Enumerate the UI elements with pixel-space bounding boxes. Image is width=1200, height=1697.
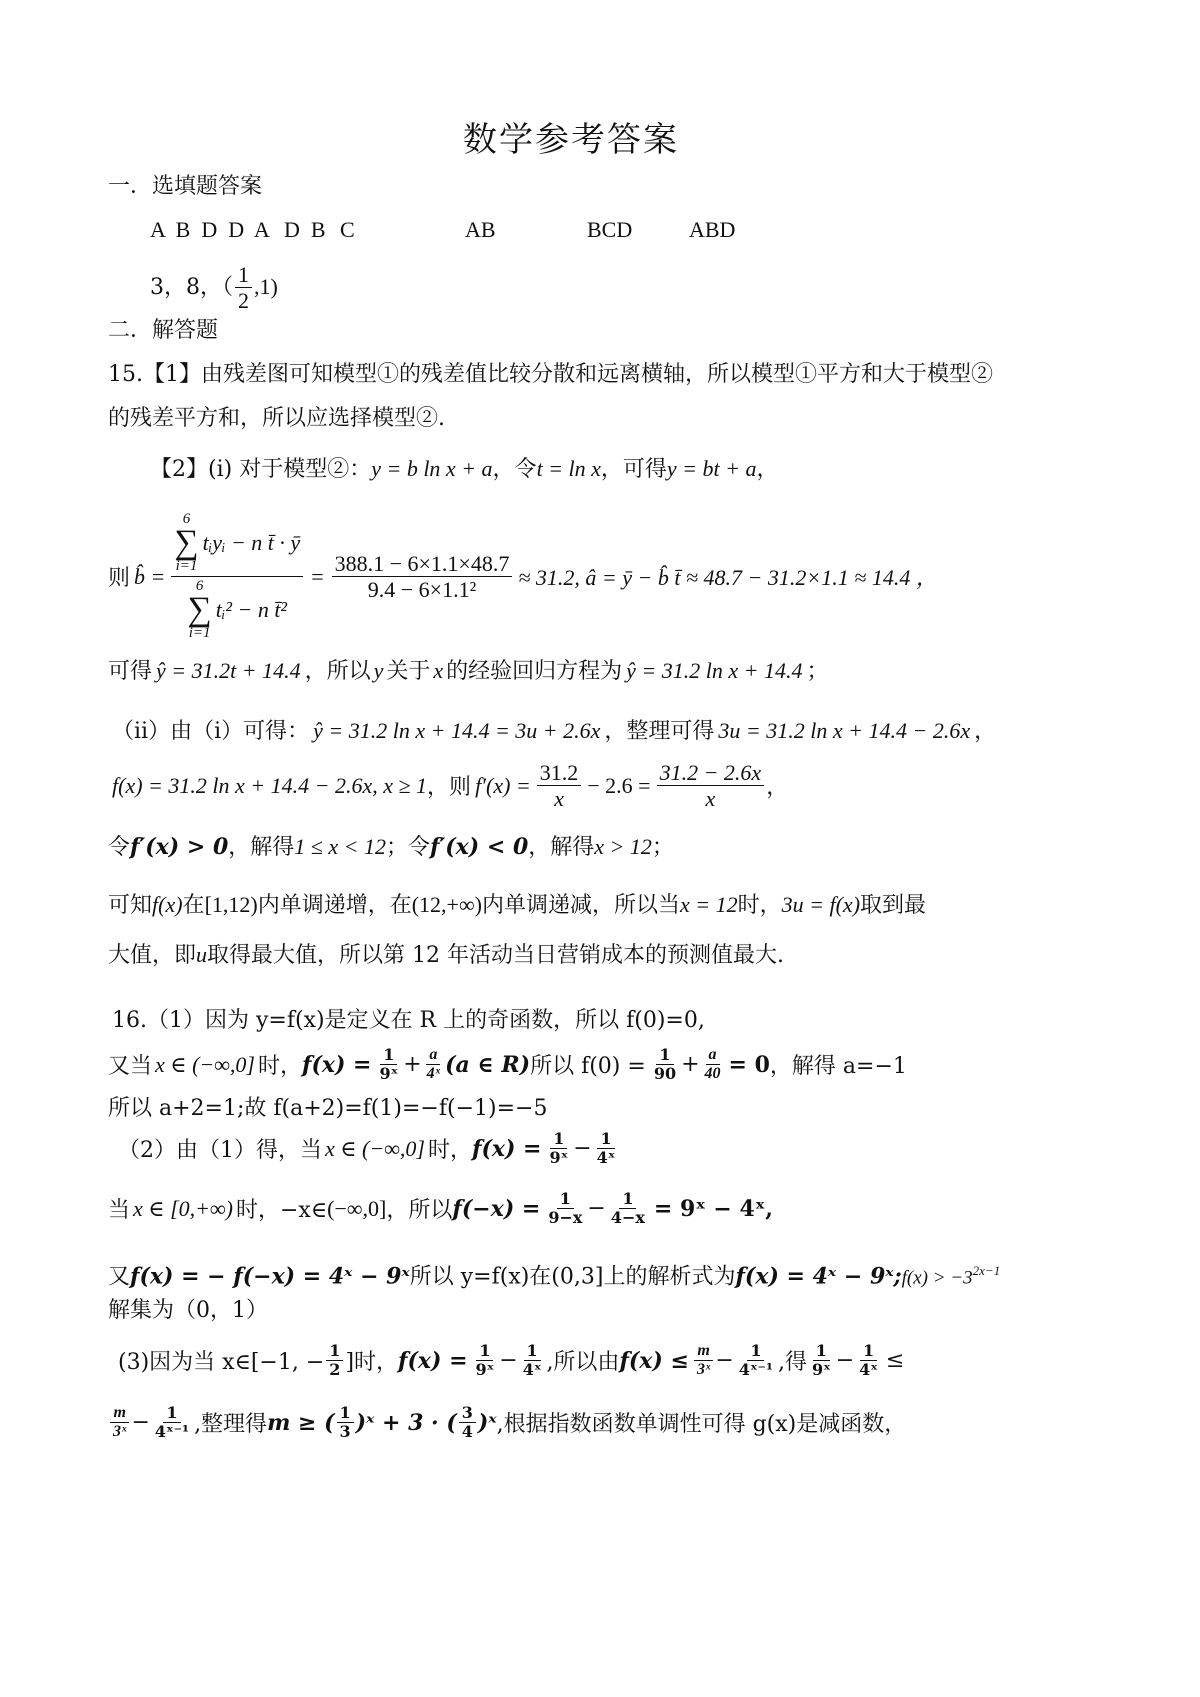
q16-part2-solution-set: 解集为（0，1） — [108, 1298, 268, 1323]
derivative-fraction-1: $\frac{31.2}{x}$ — [537, 760, 582, 812]
equation-linear: y = bt + a — [666, 456, 757, 481]
fill-answers-paren: （ — [222, 274, 234, 300]
fraction-1-over-9-neg-x: $\frac{1}{9-x}$ — [548, 1189, 583, 1228]
fraction-1-over-9x: $\frac{1}{\text{9ˣ}}$ — [475, 1341, 495, 1380]
fraction-m-over-3x: $\frac{m}{\text{3ˣ}}$ — [110, 1404, 129, 1442]
q16-part1-line1: 16.（1）因为 y=f(x)是定义在 R 上的奇函数，所以 f(0)=0, — [112, 1008, 705, 1033]
fraction-a-over-40: $\frac{a}{40}$ — [704, 1046, 721, 1083]
q15-part1-line1: 15.【1】由残差图可知模型①的残差值比较分散和远离横轴，所以模型①平方和大于模型② — [108, 362, 993, 387]
q16-part2-line2: 当 x ∈ [0,+∞) 时，−x∈ (−∞,0] ，所以 f(−x) = $\frac{1}{9-x}$ − $\frac{1}{4-x}$ = 9ˣ − 4ˣ, — [108, 1189, 773, 1228]
answers-group-5: BCD — [587, 217, 633, 242]
fill-answers-row — [150, 262, 278, 314]
q15-part2-intro: 【2】(ⅰ) 对于模型②：y = b ln x + a，令t = ln x，可得y = bt + a， — [150, 456, 779, 482]
answers-group-1: A B D D A — [150, 217, 270, 242]
q16-part1-line3: 所以 a+2=1;故 f(a+2)=f(1)=−f(−1)=−5 — [108, 1096, 548, 1121]
fraction-1-over-3: $\frac{1}{3}$ — [337, 1404, 354, 1442]
ahat-computation: ≈ 31.2, â = ȳ − b̂ t̄ ≈ 48.7 − 31.2×1.1 ≈ 14.4 ， — [518, 565, 938, 590]
q15-part-ii-line1: （ⅱ）由（ⅰ）可得： ŷ = 31.2 ln x + 14.4 = 3u + 2.6x ，整理可得 3u = 31.2 ln x + 14.4 − 2.6x ， — [112, 718, 997, 744]
answers-group-3: C — [340, 217, 355, 242]
q16-part2-line3: 又f(x) = − f(−x) = 4ˣ − 9ˣ所以 y=f(x)在(0,3]上的解析式为f(x) = 4ˣ − 9ˣ;f(x) > $-3^{2x-1}$ — [108, 1263, 1001, 1290]
equation-model2: y = b ln x + a — [371, 456, 493, 481]
fraction-1-over-9x: $\frac{1}{\text{9ˣ}}$ — [379, 1045, 399, 1084]
fraction-1-over-9x: $\frac{1}{\text{9ˣ}}$ — [812, 1341, 831, 1380]
fraction-1-over-90: $\frac{1}{90}$ — [653, 1045, 677, 1084]
fraction-1-over-4x-minus-1: $\frac{1}{\text{4ˣ⁻¹}}$ — [154, 1403, 190, 1442]
sum-symbol-bottom: 6 ∑ i=1 — [187, 578, 212, 641]
fraction-1-over-4-neg-x: $\frac{1}{4-x}$ — [610, 1189, 645, 1228]
derivative-fraction-2: $\frac{31.2 - 2.6x}{x}$ — [657, 760, 765, 812]
answers-group-4: AB — [465, 217, 496, 242]
section-heading-solutions: 二．解答题 — [108, 318, 219, 343]
q16-part3-line1: (3)因为当 x∈[−1, − $\frac{1}{2}$ ]时， f(x) = $\frac{1}{\text{9ˣ}}$ − $\frac{1}{\text{4ˣ}}$ ,所以由 f(x) ≤ $\frac{m}{\text{3ˣ}}$ − $\frac{1}{\text{4ˣ⁻¹}}$ ,得 $\frac{1}{\text{9ˣ}}$ − $\frac{1}{\text{4ˣ}}$ ≤ — [118, 1341, 905, 1380]
q16-part3-line2: $\frac{m}{\text{3ˣ}}$ − $\frac{1}{\text{4ˣ⁻¹}}$ ,整理得 m ≥ ( $\frac{1}{3}$ )ˣ + 3 · ( $\frac{3}{4}$ )ˣ ,根据指数函数单调性可得 g(x)是减函数， — [108, 1404, 906, 1442]
fraction-a-over-4x: $\frac{a}{\text{4ˣ}}$ — [426, 1046, 441, 1083]
fill-answers-prefix: 3，8， — [150, 274, 222, 300]
page-title: 数学参考答案 — [463, 120, 679, 160]
answers-group-2: D B — [284, 217, 326, 242]
q15-monotonic-conditions: 令f′(x) > 0，解得1 ≤ x < 12；令f′(x) < 0，解得x > 12； — [108, 834, 674, 860]
q15-monotonic-conclusion-line2: 大值，即u取得最大值，所以第 12 年活动当日营销成本的预测值最大. — [108, 942, 784, 968]
bhat-definition-fraction: 6 ∑ i=1 tᵢyᵢ − n t̄ · ȳ 6 ∑ i=1 tᵢ² − n t̄² — [171, 512, 303, 641]
fraction-one-half: $\frac{1}{2}$ — [235, 262, 252, 314]
fraction-1-over-4x-minus-1: $\frac{1}{\text{4ˣ⁻¹}}$ — [738, 1341, 773, 1380]
bhat-numeric-fraction: $\frac{388.1 - 6\times 1.1\times 48.7}{\text{9.4 − 6×1.1²}}$ — [332, 551, 513, 603]
fraction-one-half: $\frac{1}{2}$ — [326, 1342, 343, 1380]
answers-group-6: ABD — [689, 217, 736, 242]
q15-regression-equation: 可得 ŷ = 31.2t + 14.4 ，所以 y 关于 x 的经验回归方程为 ŷ = 31.2 ln x + 14.4 ； — [108, 658, 829, 684]
fraction-1-over-9x: $\frac{1}{\text{9ˣ}}$ — [549, 1129, 569, 1168]
fraction-1-over-4x: $\frac{1}{\text{4ˣ}}$ — [596, 1129, 616, 1168]
q15-part1-line2: 的残差平方和，所以应选择模型②. — [108, 406, 445, 431]
fraction-m-over-3x: $\frac{m}{\text{3ˣ}}$ — [694, 1342, 713, 1380]
fraction-1-over-4x: $\frac{1}{\text{4ˣ}}$ — [522, 1341, 542, 1380]
fraction-3-over-4: $\frac{3}{4}$ — [459, 1404, 476, 1442]
fill-answers-rest: ,1) — [254, 273, 278, 299]
q16-part1-line2: 又当 x ∈ (−∞,0] 时， f(x) = $\frac{1}{\text{9ˣ}}$ + $\frac{a}{\text{4ˣ}}$ (a ∈ R) 所以 f(0) = $\frac{1}{90}$ + $\frac{a}{40}$ = 0 ，解得 a=−1 — [108, 1045, 907, 1084]
q15-bhat-formula: 则 b̂ = 6 ∑ i=1 tᵢyᵢ − n t̄ · ȳ 6 ∑ i=1 tᵢ² − n t̄² = $\frac{388.1 - 6\times 1.1\times 48.7}{\text{9.4 − 6×1.1²}}$ ≈ 31.2, â = ȳ − b̂ t̄ ≈ 48.7 − 31.2×1.1 ≈ 14.4 ， — [108, 511, 938, 641]
sum-symbol-top: 6 ∑ i=1 — [174, 511, 199, 574]
q15-derivative-line: f(x) = 31.2 ln x + 14.4 − 2.6x, x ≥ 1 ，则 f′(x) = $\frac{31.2}{x}$ − 2.6 = $\frac{31.2 - 2.6x}{x}$ ， — [112, 760, 789, 812]
fraction-1-over-4x: $\frac{1}{\text{4ˣ}}$ — [859, 1341, 878, 1380]
q16-part2-line1: （2）由（1）得，当 x ∈ (−∞,0] 时， f(x) = $\frac{1}{\text{9ˣ}}$ − $\frac{1}{\text{4ˣ}}$ — [118, 1130, 620, 1168]
q15-monotonic-conclusion-line1: 可知f(x)在[1,12)内单调递增，在(12,+∞)内单调递减，所以当x = 12时，3u = f(x)取到最 — [108, 892, 927, 918]
bhat-lhs: b̂ = — [134, 563, 166, 589]
section-heading-choice: 一．选填题答案 — [108, 174, 263, 199]
equation-substitution: t = ln x — [536, 456, 601, 481]
